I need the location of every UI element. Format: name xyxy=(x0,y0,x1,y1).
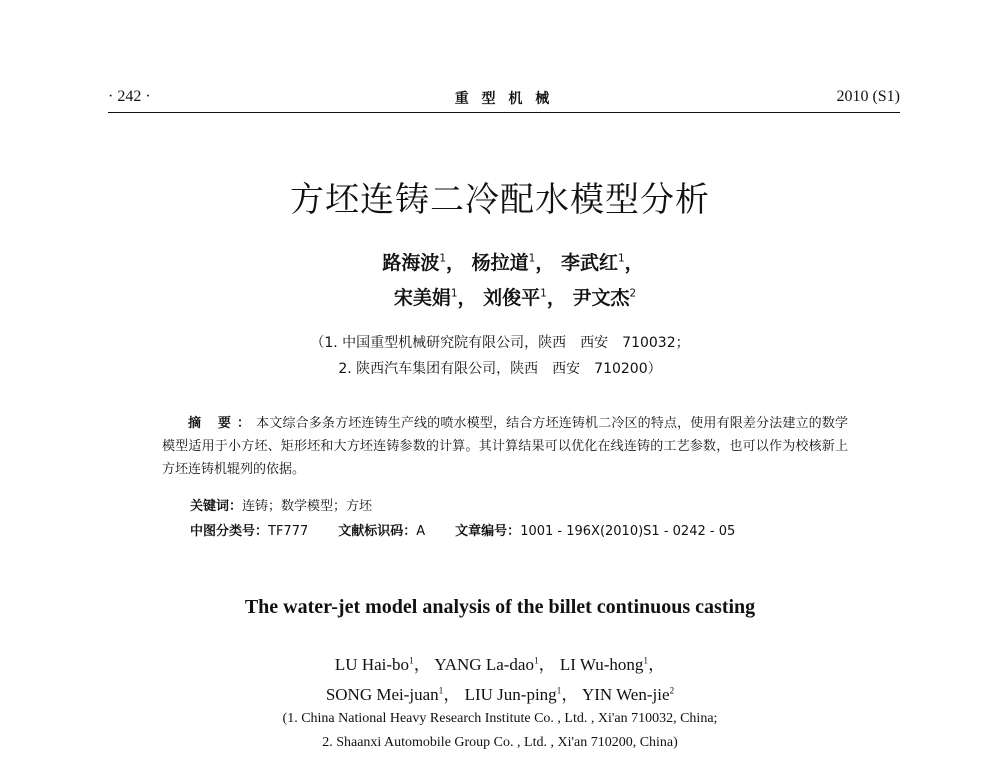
author-sup: 1 xyxy=(450,287,458,300)
author-en: YIN Wen-jie xyxy=(581,685,670,704)
author-sup: 1 xyxy=(533,656,539,667)
author-en: LI Wu-hong xyxy=(559,655,644,674)
journal-name: 重 型 机 械 xyxy=(454,91,554,107)
author-sep: ， xyxy=(561,685,579,704)
author-sup: 2 xyxy=(629,287,637,300)
affiliation-en-2: 2. Shaanxi Automobile Group Co. , Ltd. , Xi'an 710200, China) xyxy=(322,735,678,750)
author-sup: 1 xyxy=(540,287,547,300)
author-sup: 1 xyxy=(438,686,444,697)
author-en: SONG Mei-juan xyxy=(325,685,439,704)
author-sep: ， xyxy=(446,252,466,274)
issue-label: 2010 (S1) xyxy=(836,88,900,105)
authors-en-line1 xyxy=(0,650,1000,675)
authors-zh-line2 xyxy=(30,283,1000,310)
author-zh: 李武红 xyxy=(560,252,618,274)
author-sup: 1 xyxy=(528,252,536,265)
author-zh: 刘俊平 xyxy=(483,287,541,309)
title-english: The water-jet model analysis of the billet continuous casting xyxy=(244,596,756,618)
author-sep: ， xyxy=(413,655,431,674)
authors-en-line2 xyxy=(0,680,1000,705)
author-sep: ， xyxy=(624,252,644,274)
author-sup: 1 xyxy=(617,252,625,265)
doc-code-label: 文献标识码： xyxy=(338,524,417,539)
author-zh: 尹文杰 xyxy=(572,287,630,309)
abstract-label: 摘 要： xyxy=(188,416,257,431)
author-sep: ， xyxy=(546,287,566,309)
article-no-label: 文章编号： xyxy=(455,524,521,539)
author-en: YANG La-dao xyxy=(434,655,534,674)
keywords-text: 连铸；数学模型；方坯 xyxy=(242,499,373,514)
title-chinese: 方坯连铸二冷配水模型分析 xyxy=(290,180,710,220)
running-header xyxy=(108,86,900,113)
abstract xyxy=(162,412,848,481)
keywords-label: 关键词： xyxy=(190,499,243,514)
author-sep: ， xyxy=(538,655,556,674)
author-sep: ， xyxy=(648,655,666,674)
author-en: LIU Jun-ping xyxy=(464,685,557,704)
abstract-text: 本文综合多条方坯连铸生产线的喷水模型，结合方坯连铸机二冷区的特点，使用有限差分法建立的数学模型适用于小方坯、矩形坯和大方坯连铸参数的计算。其计算结果可以优化在线连铸的工艺参数，也可以作为校核新上方坯连铸机辊列的依据。 xyxy=(162,416,848,477)
article-no-value: 1001 - 196X(2010)S1 - 0242 - 05 xyxy=(520,524,736,539)
author-sup: 1 xyxy=(439,252,447,265)
author-sup: 2 xyxy=(669,686,675,697)
author-sup: 1 xyxy=(409,656,414,667)
clc-label: 中图分类号： xyxy=(190,524,269,539)
author-sep: ， xyxy=(443,685,461,704)
author-zh: 宋美娟 xyxy=(393,287,451,309)
author-sep: ， xyxy=(457,287,477,309)
page-number: · 242 · xyxy=(108,88,151,105)
classification-line xyxy=(190,520,735,539)
clc-value: TF777 xyxy=(268,524,309,539)
affiliation-zh-1: （1. 中国重型机械研究院有限公司，陕西 西安 710032； xyxy=(310,335,690,351)
author-zh: 路海波 xyxy=(382,252,440,274)
affiliation-zh-2: 2. 陕西汽车集团有限公司，陕西 西安 710200） xyxy=(338,361,662,377)
author-sep: ， xyxy=(535,252,555,274)
author-en: LU Hai-bo xyxy=(334,655,410,674)
keywords xyxy=(190,495,372,514)
author-zh: 杨拉道 xyxy=(471,252,529,274)
author-sup: 1 xyxy=(556,686,562,697)
affiliation-en-1: (1. China National Heavy Research Institute Co. , Ltd. , Xi'an 710032, China; xyxy=(282,711,718,726)
authors-zh-line1 xyxy=(26,248,1000,275)
author-sup: 1 xyxy=(643,656,649,667)
doc-code-value: A xyxy=(416,524,426,539)
